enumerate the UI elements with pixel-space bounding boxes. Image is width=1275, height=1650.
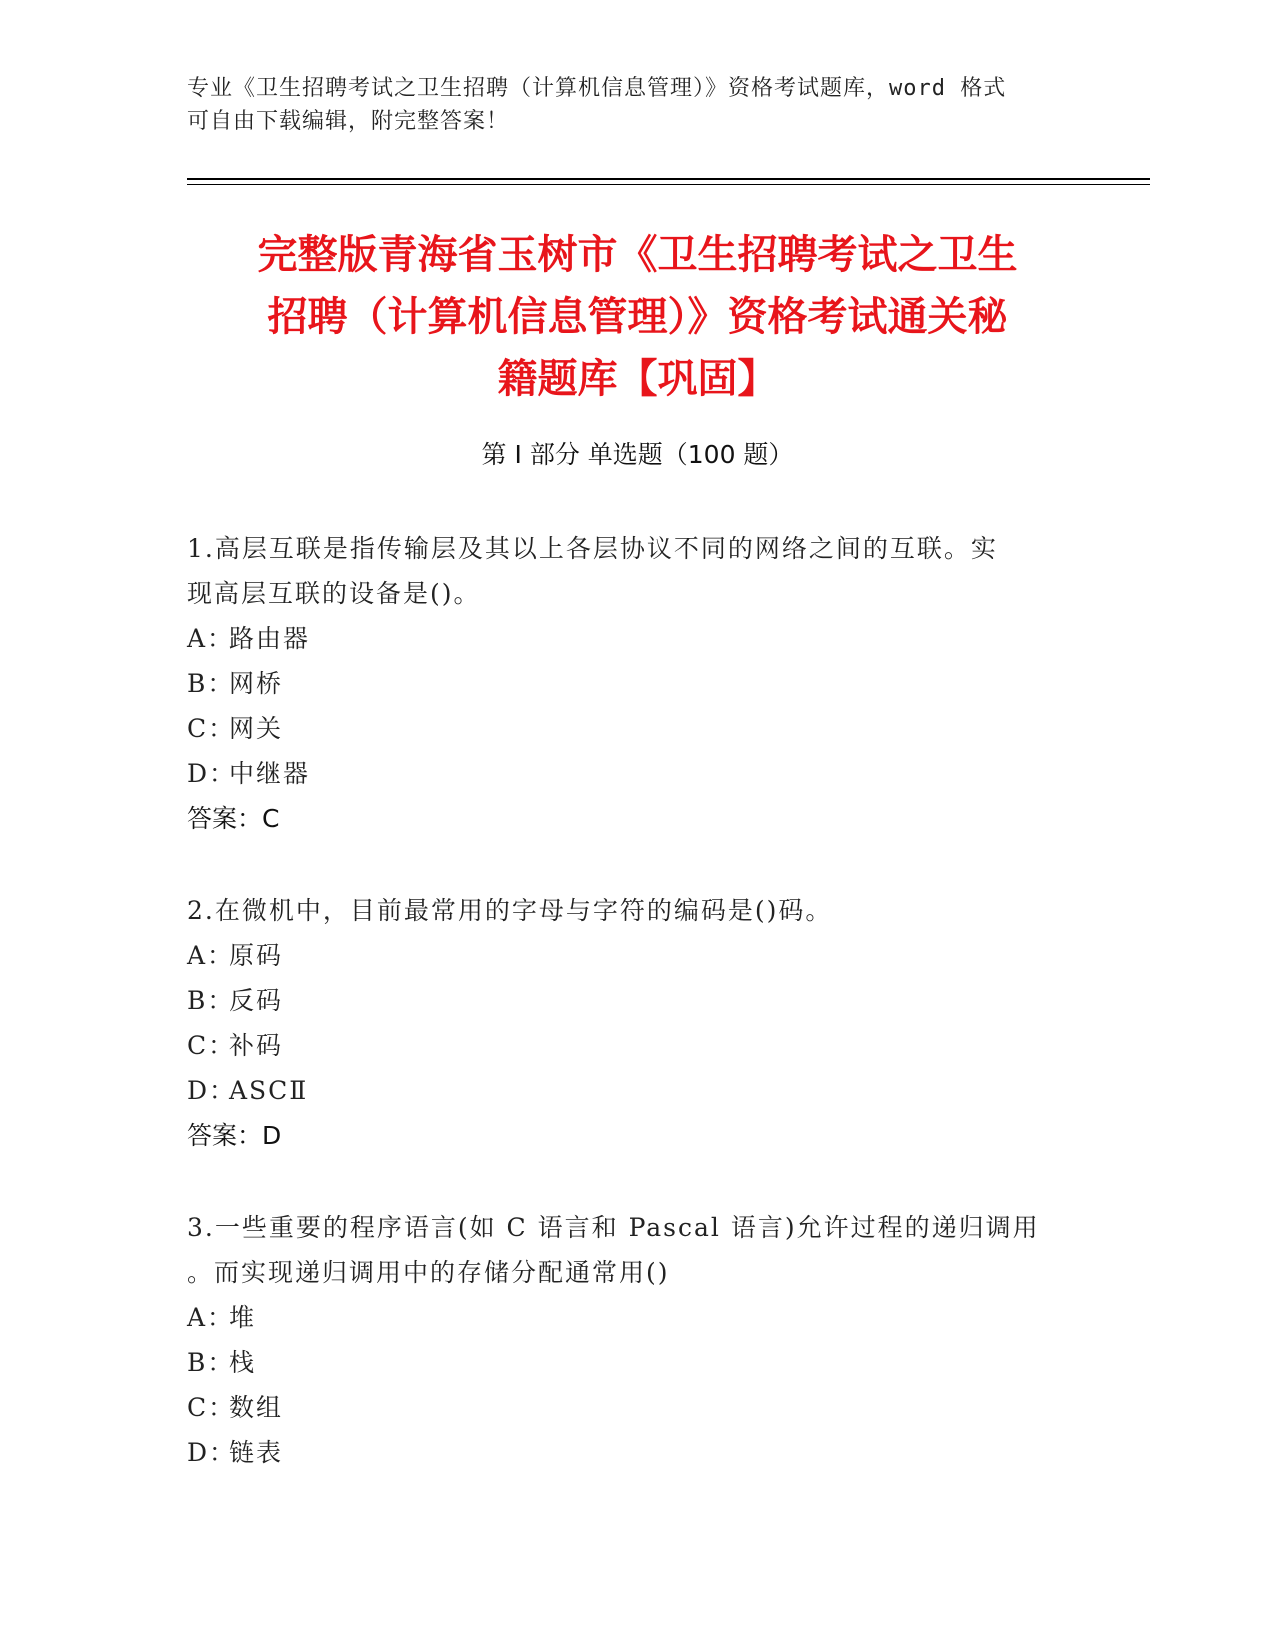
option-text: 补码	[229, 1031, 284, 1060]
option-key: A：	[187, 624, 235, 653]
document-title	[150, 224, 1125, 410]
option-text: 路由器	[229, 624, 311, 653]
question-stem-line: 。而实现递归调用中的存储分配通常用()	[187, 1258, 670, 1287]
option-d	[187, 1430, 1087, 1475]
option-key: C：	[187, 714, 236, 743]
question-stem-line: 现高层互联的设备是()。	[187, 579, 481, 608]
question-stem-line: 2.在微机中，目前最常用的字母与字符的编码是()码。	[187, 896, 833, 925]
option-text: 中继器	[229, 759, 311, 788]
question-stem	[187, 1205, 1087, 1295]
question-stem	[187, 888, 1087, 933]
option-text: 链表	[229, 1438, 284, 1467]
option-text: 网关	[229, 714, 284, 743]
answer-line: 答案：D	[187, 1121, 282, 1150]
option-b	[187, 978, 1087, 1023]
document-title-line-3: 籍题库【巩固】	[497, 356, 778, 402]
question-list	[187, 526, 1087, 1521]
option-text: ASCⅡ	[229, 1076, 309, 1105]
option-key: C：	[187, 1393, 236, 1422]
section-title: 第 I 部分 单选题（100 题）	[481, 440, 794, 469]
question-stem-line: 3.一些重要的程序语言(如 C 语言和 Pascal 语言)允许过程的递归调用	[187, 1213, 1040, 1242]
option-b	[187, 661, 1087, 706]
option-b	[187, 1340, 1087, 1385]
option-key: D：	[187, 1076, 237, 1105]
header-divider-thin	[187, 184, 1150, 185]
option-c	[187, 1023, 1087, 1068]
header-note	[187, 72, 1067, 138]
option-key: D：	[187, 759, 237, 788]
option-key: D：	[187, 1438, 237, 1467]
question-stem	[187, 526, 1087, 616]
question-stem-line: 1.高层互联是指传输层及其以上各层协议不同的网络之间的互联。实	[187, 534, 998, 563]
question-1	[187, 526, 1087, 842]
option-a	[187, 933, 1087, 978]
question-2	[187, 888, 1087, 1159]
option-text: 反码	[229, 986, 284, 1015]
option-key: B：	[187, 986, 235, 1015]
option-d	[187, 1068, 1087, 1113]
option-text: 网桥	[229, 669, 284, 698]
option-text: 数组	[229, 1393, 284, 1422]
option-text: 栈	[229, 1348, 257, 1377]
option-key: A：	[187, 941, 235, 970]
header-note-line-2: 可自由下载编辑，附完整答案！	[187, 109, 510, 134]
option-key: B：	[187, 1348, 235, 1377]
document-title-line-1: 完整版青海省玉树市《卫生招聘考试之卫生	[257, 232, 1018, 278]
option-a	[187, 1295, 1087, 1340]
document-title-line-2: 招聘（计算机信息管理）》资格考试通关秘	[267, 294, 1008, 340]
header-note-line-1: 专业《卫生招聘考试之卫生招聘（计算机信息管理）》资格考试题库，word 格式	[187, 76, 1007, 101]
option-d	[187, 751, 1087, 796]
option-a	[187, 616, 1087, 661]
option-c	[187, 1385, 1087, 1430]
option-key: A：	[187, 1303, 235, 1332]
option-text: 堆	[229, 1303, 257, 1332]
option-c	[187, 706, 1087, 751]
answer-line: 答案：C	[187, 804, 280, 833]
option-key: C：	[187, 1031, 236, 1060]
question-3	[187, 1205, 1087, 1475]
option-key: B：	[187, 669, 235, 698]
header-divider-thick	[187, 178, 1150, 180]
option-text: 原码	[229, 941, 284, 970]
